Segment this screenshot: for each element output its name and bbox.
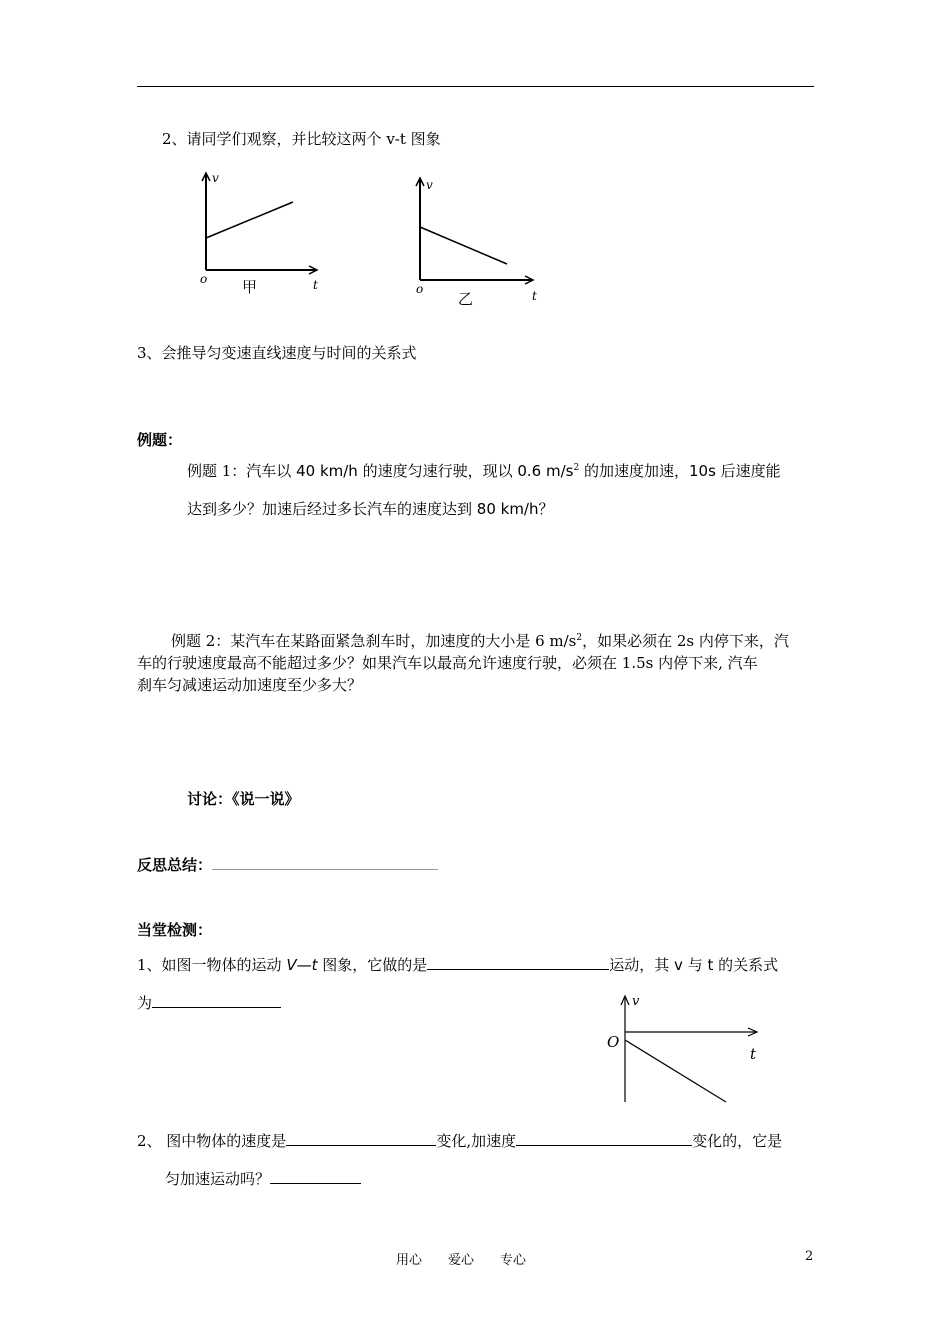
example-1-line-2: 达到多少？加速后经过多长汽车的速度达到 80 km/h？ — [187, 500, 554, 518]
q1-motion-blank[interactable] — [427, 968, 609, 970]
graph-jia-y-label: v — [212, 171, 219, 185]
example-2-line-3: 刹车匀减速运动加速度至少多大？ — [137, 676, 363, 694]
graph-yi-x-label: t — [532, 289, 537, 303]
graph-jia-origin: o — [200, 272, 208, 286]
reflection-blank[interactable] — [212, 855, 438, 870]
q2-uniform-blank[interactable] — [270, 1182, 361, 1184]
graph-jia-line — [206, 202, 293, 238]
graph-yi-y-label: v — [426, 178, 433, 192]
example-2-line-2: 车的行驶速度最高不能超过多少？如果汽车以最高允许速度行驶，必须在 1.5s 内停下来, 汽车 — [137, 654, 758, 672]
figure-q1-origin: O — [607, 1033, 620, 1051]
figure-q1-x-label: t — [750, 1045, 757, 1063]
figure-q1-line — [625, 1040, 726, 1102]
q2-acceleration-blank[interactable] — [516, 1144, 692, 1146]
graph-jia-caption: 甲 — [242, 278, 258, 296]
check-q2-line-1: 2、 图中物体的速度是 变化,加速度 变化的，它是 — [137, 1132, 783, 1150]
figure-q1-vt-graph — [598, 992, 773, 1110]
discussion-label: 讨论：《说一说》 — [187, 790, 300, 808]
graph-jia-x-label: t — [313, 278, 318, 292]
graph-yi-caption: 乙 — [458, 290, 474, 308]
check-q1-line-2: 为 — [137, 992, 281, 1013]
examples-heading: 例题： — [137, 431, 183, 449]
graph-yi — [410, 170, 545, 310]
example-1-line-1: 例题 1：汽车以 40 km/h 的速度匀速行驶，现以 0.6 $m/s^2$ 的加速度加速，10s 后速度能 — [187, 462, 781, 480]
section-3-label: 3、会推导匀变速直线速度与时间的关系式 — [137, 344, 417, 362]
section-2-label: 2、请同学们观察，并比较这两个 v-t 图象 — [162, 130, 441, 148]
page-number: 2 — [805, 1249, 814, 1264]
graph-yi-origin: o — [416, 282, 424, 296]
check-heading: 当堂检测： — [137, 921, 213, 939]
footer-motto: 用心 爱心 专心 — [396, 1253, 527, 1268]
graph-yi-line — [420, 227, 507, 264]
figure-q1-y-label: v — [632, 994, 640, 1009]
q1-relation-blank[interactable] — [152, 1006, 281, 1008]
reflection-label: 反思总结： — [137, 856, 213, 874]
graph-jia — [196, 165, 331, 300]
example-2-line-1: 例题 2：某汽车在某路面紧急刹车时，加速度的大小是 6 $m/s^2$，如果必须在 2s 内停下来，汽 — [171, 632, 789, 650]
header-rule — [137, 86, 814, 87]
check-q1-line-1: 1、如图一物体的运动 V—t 图象，它做的是 运动，其 v 与 t 的关系式 — [137, 956, 779, 974]
check-q2-line-2: 匀加速运动吗？ — [165, 1168, 361, 1189]
reflection-row — [137, 854, 438, 875]
q2-velocity-blank[interactable] — [286, 1144, 436, 1146]
